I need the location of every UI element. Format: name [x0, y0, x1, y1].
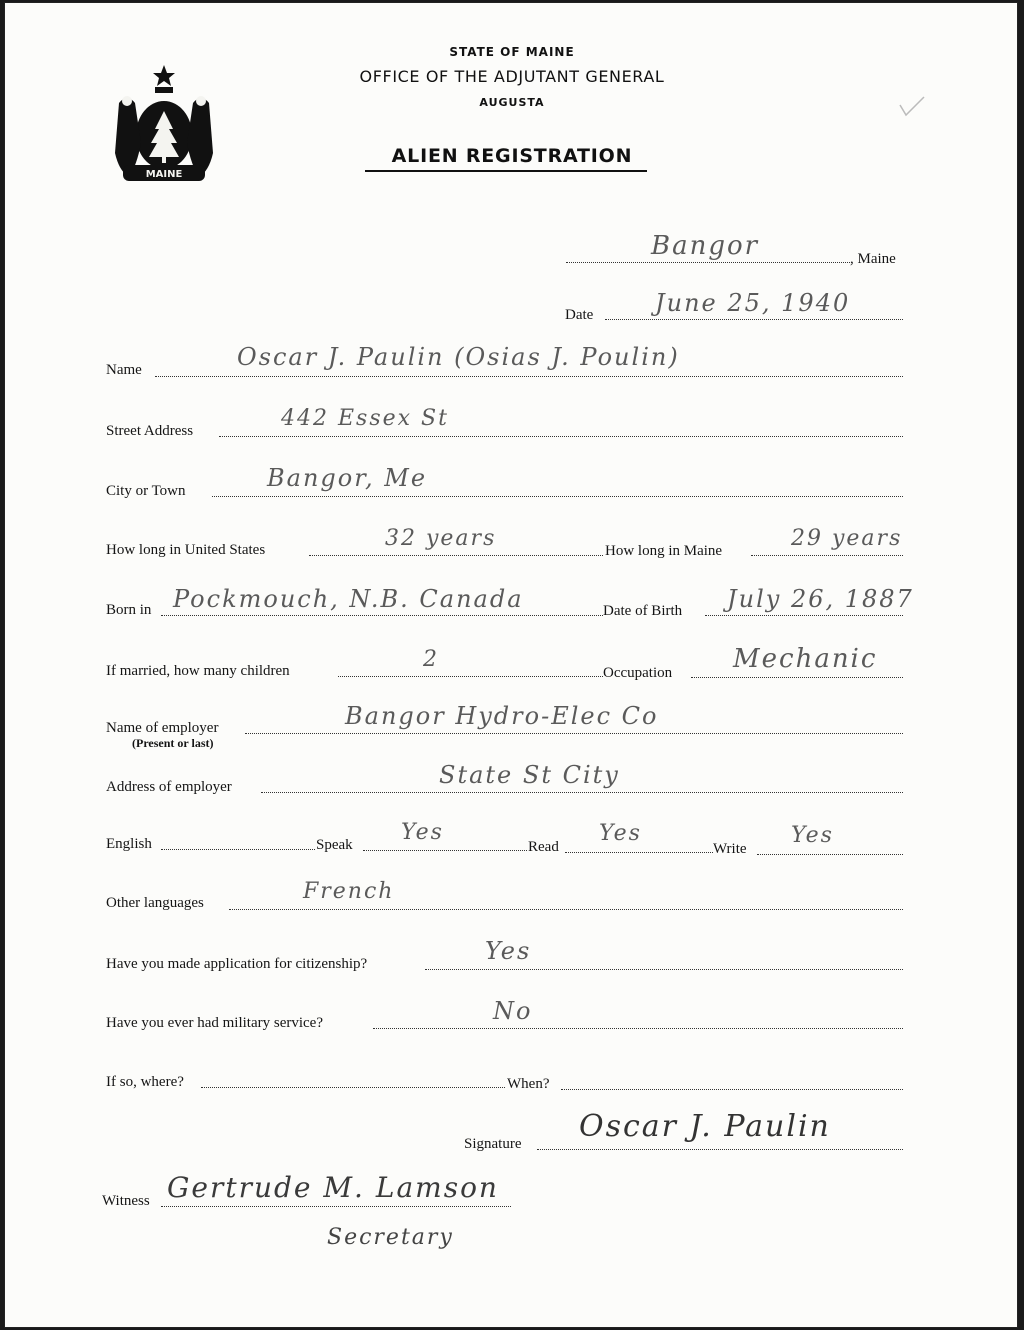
how-long-us-label: How long in United States [106, 542, 266, 558]
date-of-birth-line [705, 615, 903, 616]
write-value[interactable]: Yes [791, 823, 834, 848]
employer-name-line [245, 733, 903, 734]
date-of-birth-value[interactable]: July 26, 1887 [727, 585, 914, 613]
citizenship-line [425, 969, 903, 970]
how-long-maine-line [751, 555, 903, 556]
name-line [155, 376, 903, 377]
speak-value[interactable]: Yes [401, 820, 444, 845]
header-city: AUGUSTA [479, 96, 545, 109]
date-of-birth-label: Date of Birth [603, 603, 683, 619]
other-languages-value[interactable]: French [303, 879, 395, 904]
employer-name-value[interactable]: Bangor Hydro-Elec Co [345, 702, 659, 730]
military-label: Have you ever had military service? [106, 1015, 323, 1031]
place-line [566, 262, 850, 263]
form-title: ALIEN REGISTRATION [391, 145, 633, 167]
occupation-value[interactable]: Mechanic [733, 644, 878, 674]
employer-address-line [261, 792, 903, 793]
born-in-line [161, 615, 603, 616]
witness-label: Witness [102, 1193, 150, 1209]
street-address-label: Street Address [106, 423, 194, 439]
citizenship-label: Have you made application for citizenship? [106, 956, 368, 972]
how-long-us-line [309, 555, 603, 556]
witness-value[interactable]: Gertrude M. Lamson [167, 1171, 499, 1204]
city-value[interactable]: Bangor, Me [267, 464, 428, 492]
if-so-where-line [201, 1087, 505, 1088]
street-address-value[interactable]: 442 Essex St [281, 406, 449, 431]
speak-line [363, 850, 527, 851]
name-value[interactable]: Oscar J. Paulin (Osias J. Poulin) [237, 343, 680, 371]
header-office: OFFICE OF THE ADJUTANT GENERAL [359, 67, 665, 86]
header-state: STATE OF MAINE [449, 45, 575, 59]
english-label: English [106, 836, 152, 852]
write-label: Write [713, 841, 747, 857]
maine-label: , Maine [850, 251, 896, 267]
military-line [373, 1028, 903, 1029]
signature-value[interactable]: Oscar J. Paulin [579, 1109, 831, 1144]
when-line [561, 1089, 903, 1090]
other-languages-line [229, 909, 903, 910]
name-label: Name [106, 362, 142, 378]
how-long-us-value[interactable]: 32 years [385, 526, 497, 551]
employer-address-value[interactable]: State St City [439, 761, 620, 789]
date-value[interactable]: June 25, 1940 [655, 289, 851, 317]
signature-line [537, 1149, 903, 1150]
witness-line [161, 1206, 511, 1207]
read-value[interactable]: Yes [599, 821, 642, 846]
write-line [757, 854, 903, 855]
date-label: Date [565, 307, 594, 323]
place-value[interactable]: Bangor [651, 231, 760, 261]
witness-title-value: Secretary [327, 1225, 454, 1250]
title-underline [365, 170, 647, 172]
speak-label: Speak [316, 837, 353, 853]
other-languages-label: Other languages [106, 895, 204, 911]
employer-address-label: Address of employer [106, 779, 232, 795]
occupation-label: Occupation [603, 665, 673, 681]
occupation-line [691, 677, 903, 678]
street-address-line [219, 436, 903, 437]
signature-label: Signature [464, 1136, 522, 1152]
military-value[interactable]: No [493, 997, 533, 1025]
english-line [161, 849, 315, 850]
employer-name-label: Name of employer [106, 720, 219, 736]
children-line [338, 676, 603, 677]
city-line [212, 496, 903, 497]
svg-text:MAINE: MAINE [145, 169, 183, 180]
if-so-where-label: If so, where? [106, 1074, 184, 1090]
read-label: Read [528, 839, 559, 855]
when-label: When? [507, 1076, 550, 1092]
how-long-maine-label: How long in Maine [605, 543, 723, 559]
registration-form [4, 2, 1018, 1328]
children-value[interactable]: 2 [423, 647, 439, 672]
citizenship-value[interactable]: Yes [485, 937, 532, 965]
how-long-maine-value[interactable]: 29 years [791, 526, 903, 551]
read-line [565, 852, 713, 853]
date-line [605, 319, 903, 320]
born-in-label: Born in [106, 602, 152, 618]
children-label: If married, how many children [106, 663, 290, 679]
born-in-value[interactable]: Pockmouch, N.B. Canada [173, 585, 524, 613]
city-label: City or Town [106, 483, 186, 499]
employer-name-sublabel: (Present or last) [132, 736, 214, 750]
